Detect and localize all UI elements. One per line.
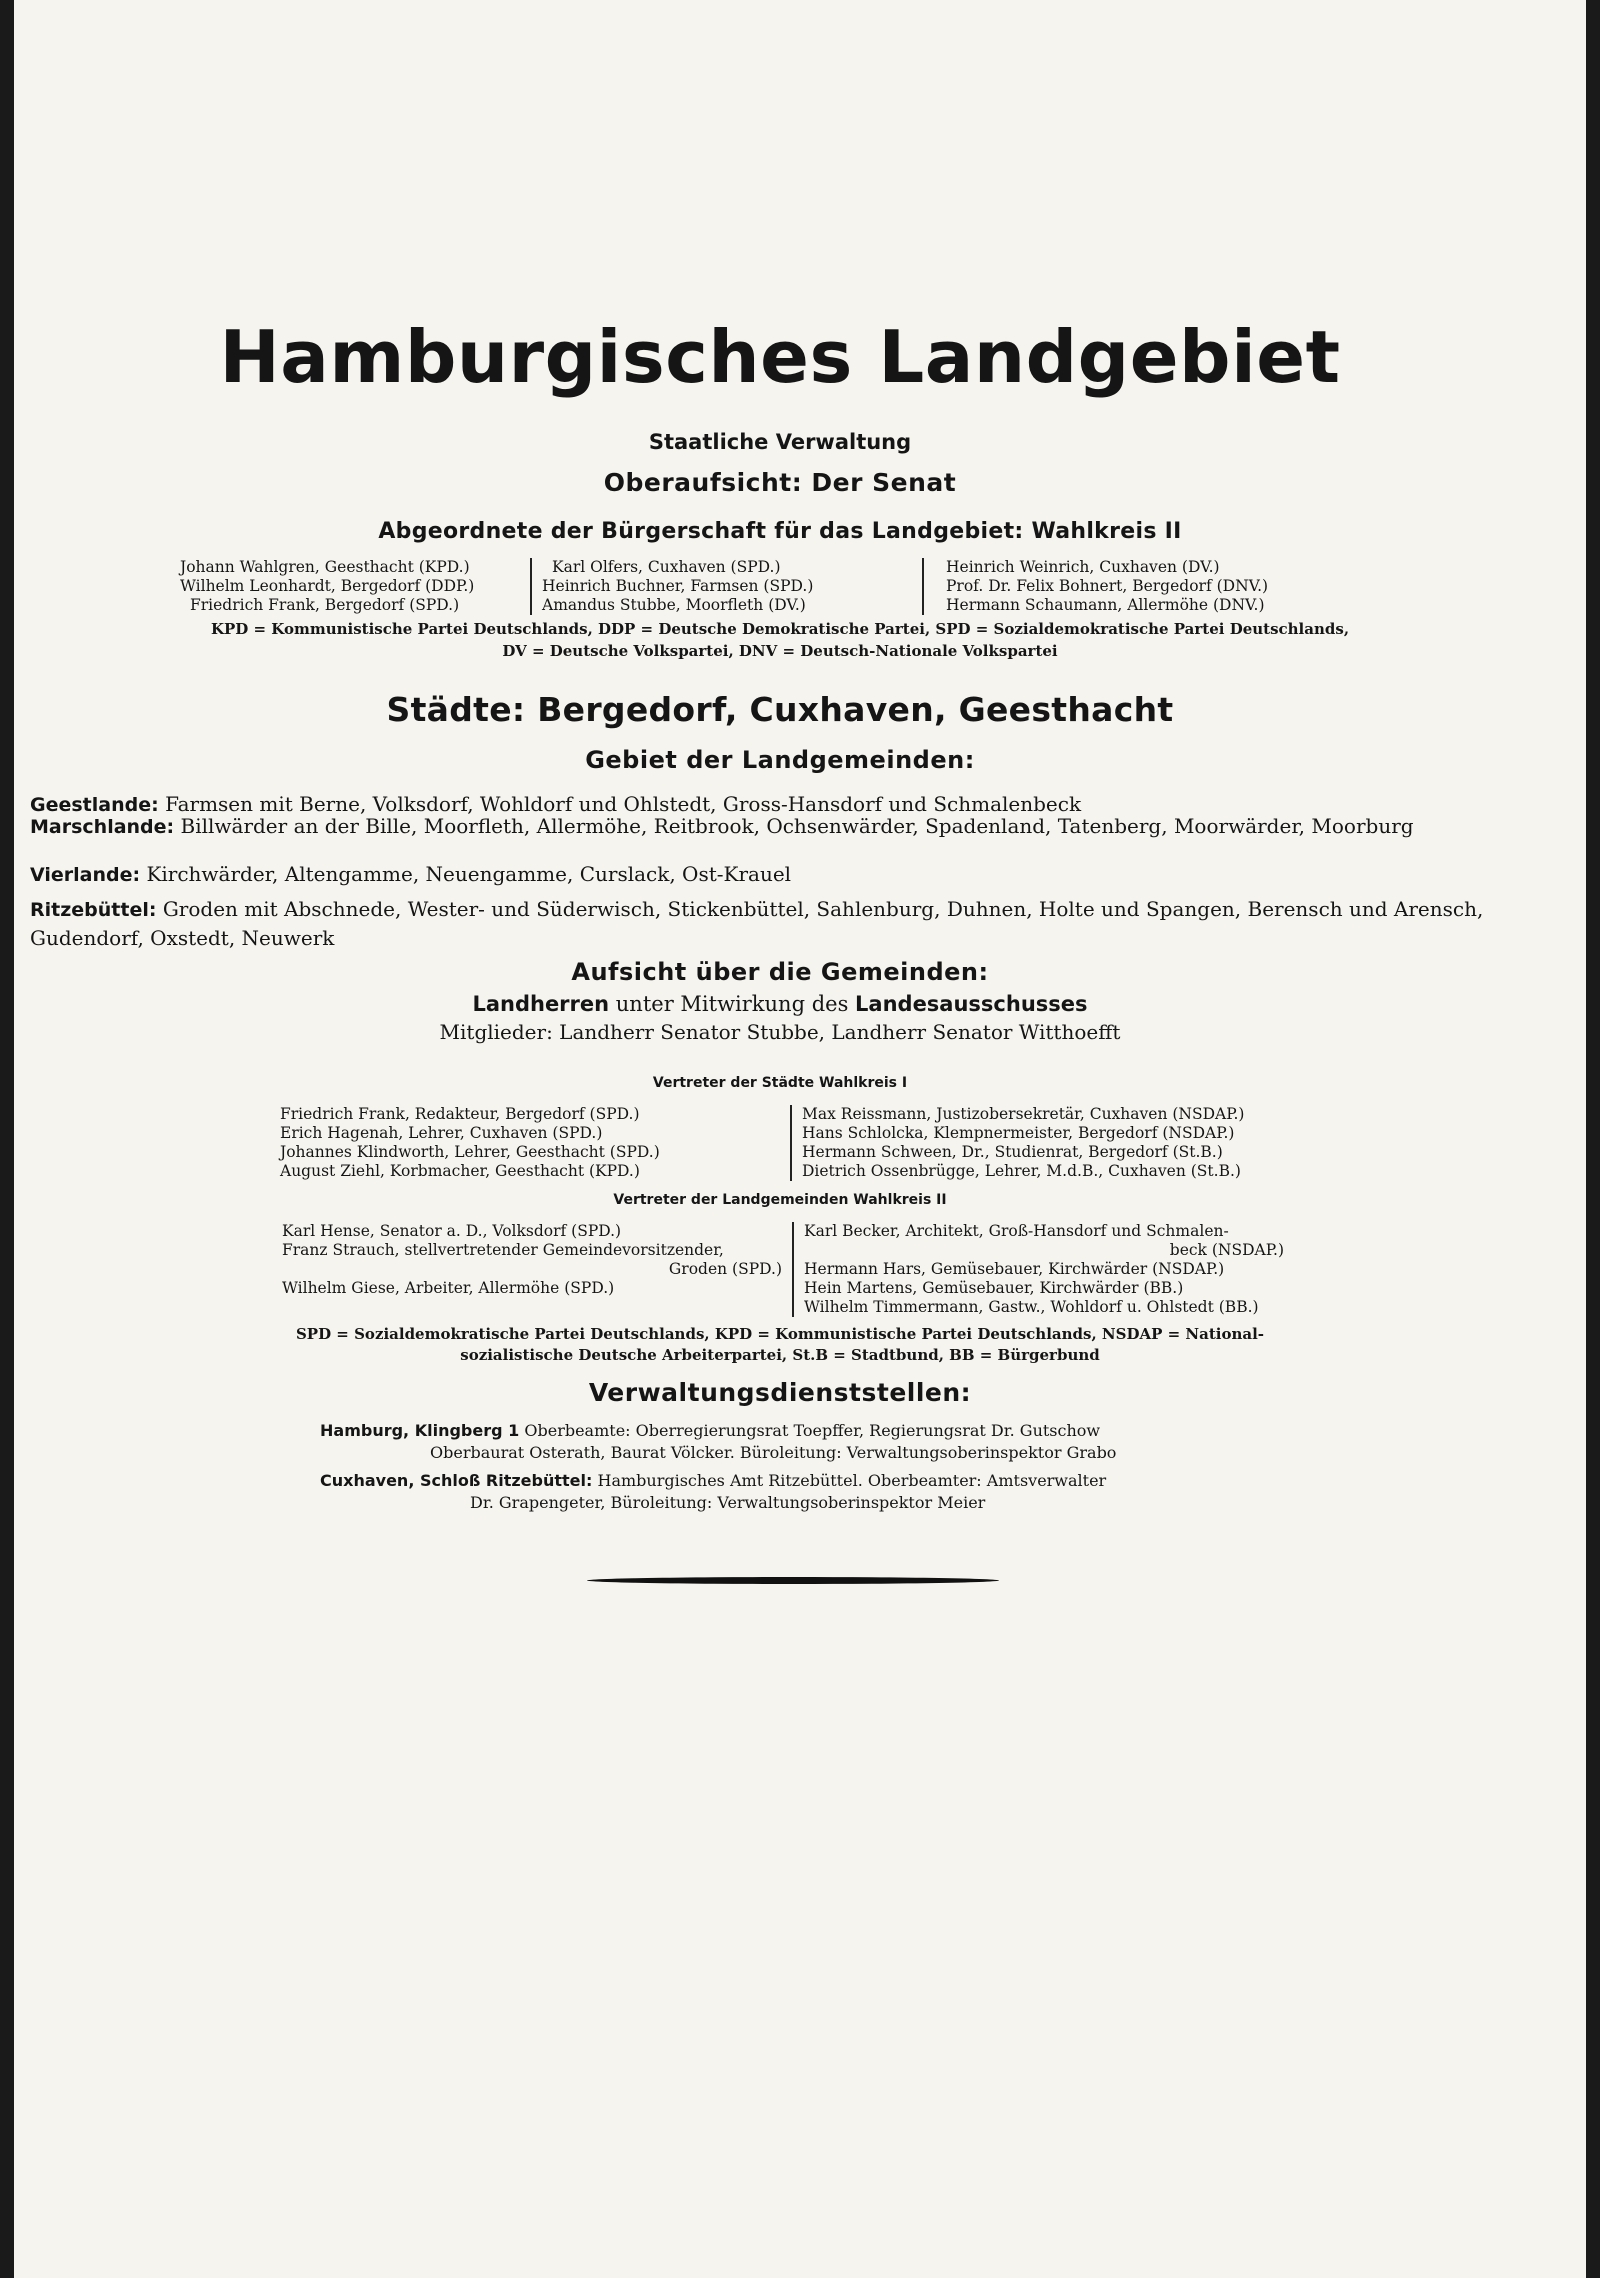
vertreter-column <box>272 1222 792 1317</box>
party-abbreviations: KPD = Kommunistische Partei Deutschlands, DDP = Deutsche Demokratische Partei, SPD = Sozialdemokratische Partei Deutschlands, <box>210 620 1350 638</box>
landherren-connector: unter Mitwirkung des <box>615 992 849 1016</box>
member-name: Karl Hense, Senator a. D., Volksdorf (SPD.) <box>282 1222 622 1240</box>
party-abbreviations: DV = Deutsche Volkspartei, DNV = Deutsch-Nationale Volkspartei <box>502 642 1058 660</box>
member-name: Franz Strauch, stellvertretender Gemeindevorsitzender, <box>282 1241 724 1259</box>
vertreter-column <box>792 1222 1334 1317</box>
region-label: Vierlande: <box>30 864 141 886</box>
vertreter-land-heading: Vertreter der Landgemeinden Wahlkreis II <box>613 1192 947 1208</box>
party-abbreviations: SPD = Sozialdemokratische Partei Deutschlands, KPD = Kommunistische Partei Deutschlands, NSDAP = National- <box>295 1325 1265 1343</box>
hamburg-label: Hamburg, Klingberg 1 <box>320 1421 520 1440</box>
vertreter-column <box>270 1105 790 1181</box>
region-vierlande <box>30 860 1520 889</box>
member-name: Wilhelm Leonhardt, Bergedorf (DDP.) <box>180 577 475 595</box>
region-text: Groden mit Abschnede, Wester- und Süderwisch, Stickenbüttel, Sahlenburg, Duhnen, Holte und Spangen, Berensch und Arensch, Gudendorf, Oxstedt, Neuwerk <box>30 897 1484 950</box>
region-label: Ritzebüttel: <box>30 899 157 921</box>
abgeordnete-heading: Abgeordnete der Bürgerschaft für das Landgebiet: Wahlkreis II <box>378 519 1182 544</box>
cities-heading: Städte: Bergedorf, Cuxhaven, Geesthacht <box>386 690 1174 729</box>
cuxhaven-label: Cuxhaven, Schloß Ritzebüttel: <box>320 1471 593 1490</box>
vertreter-staedte-heading: Vertreter der Städte Wahlkreis I <box>652 1075 908 1091</box>
region-label: Geestlande: <box>30 794 159 816</box>
member-name: Friedrich Frank, Redakteur, Bergedorf (SPD.) <box>280 1105 640 1123</box>
party-abbreviations: sozialistische Deutsche Arbeiterpartei, St.B = Stadtbund, BB = Bürgerbund <box>460 1346 1100 1364</box>
oberaufsicht-heading: Oberaufsicht: Der Senat <box>603 468 957 497</box>
abgeordnete-column <box>170 558 530 615</box>
verwaltung-heading: Verwaltungsdienststellen: <box>588 1378 972 1407</box>
region-text: Farmsen mit Berne, Volksdorf, Wohldorf und Ohlstedt, Gross-Hansdorf und Schmalenbeck <box>165 792 1082 816</box>
member-name: Prof. Dr. Felix Bohnert, Bergedorf (DNV.) <box>946 577 1269 595</box>
scan-edge-right <box>1586 0 1600 2278</box>
hamburg-office <box>320 1420 1100 1442</box>
member-name: Dietrich Ossenbrügge, Lehrer, M.d.B., Cuxhaven (St.B.) <box>802 1162 1241 1180</box>
closing-rule <box>587 1577 999 1584</box>
vertreter-column <box>790 1105 1332 1181</box>
member-name: August Ziehl, Korbmacher, Geesthacht (KPD.) <box>280 1162 640 1180</box>
member-name: Groden (SPD.) <box>668 1260 782 1278</box>
ausschuss-label: Landesausschusses <box>855 992 1088 1016</box>
member-name: Hermann Hars, Gemüsebauer, Kirchwärder (NSDAP.) <box>804 1260 1225 1278</box>
landherren-label: Landherren <box>472 992 610 1016</box>
member-name: Friedrich Frank, Bergedorf (SPD.) <box>190 596 460 614</box>
region-label: Marschlande: <box>30 816 175 838</box>
gebiet-heading: Gebiet der Landgemeinden: <box>585 746 975 774</box>
member-name: Max Reissmann, Justizobersekretär, Cuxhaven (NSDAP.) <box>802 1105 1245 1123</box>
member-name: Erich Hagenah, Lehrer, Cuxhaven (SPD.) <box>280 1124 603 1142</box>
landherren-line <box>0 992 1580 1016</box>
member-name: Johannes Klindworth, Lehrer, Geesthacht (SPD.) <box>280 1143 660 1161</box>
member-name: Heinrich Weinrich, Cuxhaven (DV.) <box>946 558 1220 576</box>
subtitle: Staatliche Verwaltung <box>648 430 912 454</box>
member-name: Karl Olfers, Cuxhaven (SPD.) <box>552 558 781 576</box>
abgeordnete-column <box>922 558 1364 615</box>
aufsicht-heading: Aufsicht über die Gemeinden: <box>571 958 989 986</box>
mitglieder-line: Mitglieder: Landherr Senator Stubbe, Landherr Senator Witthoefft <box>439 1020 1121 1044</box>
region-marschlande <box>30 812 1520 841</box>
abgeordnete-columns <box>170 558 1364 615</box>
member-name: Heinrich Buchner, Farmsen (SPD.) <box>542 577 814 595</box>
member-name: Hans Schlolcka, Klempnermeister, Bergedorf (NSDAP.) <box>802 1124 1235 1142</box>
member-name: Hermann Schaumann, Allermöhe (DNV.) <box>946 596 1265 614</box>
region-text: Kirchwärder, Altengamme, Neuengamme, Curslack, Ost-Krauel <box>146 862 792 886</box>
hamburg-line: Oberbeamte: Oberregierungsrat Toepffer, Regierungsrat Dr. Gutschow <box>524 1421 1101 1440</box>
cuxhaven-office <box>320 1470 1106 1492</box>
member-name: Wilhelm Timmermann, Gastw., Wohldorf u. Ohlstedt (BB.) <box>804 1298 1259 1316</box>
member-name: Hermann Schween, Dr., Studienrat, Bergedorf (St.B.) <box>802 1143 1223 1161</box>
member-name: Amandus Stubbe, Moorfleth (DV.) <box>542 596 806 614</box>
region-text: Billwärder an der Bille, Moorfleth, Allermöhe, Reitbrook, Ochsenwärder, Spadenland, Tatenberg, Moorwärder, Moorburg <box>180 814 1414 838</box>
member-name: Hein Martens, Gemüsebauer, Kirchwärder (BB.) <box>804 1279 1184 1297</box>
page-title: Hamburgisches Landgebiet <box>219 315 1341 399</box>
member-name: Karl Becker, Architekt, Groß-Hansdorf und Schmalen- <box>804 1222 1229 1240</box>
vertreter-staedte-columns <box>270 1105 1332 1181</box>
member-name: Johann Wahlgren, Geesthacht (KPD.) <box>180 558 470 576</box>
cuxhaven-line: Hamburgisches Amt Ritzebüttel. Oberbeamter: Amtsverwalter <box>597 1471 1107 1490</box>
cuxhaven-office-line2: Dr. Grapengeter, Büroleitung: Verwaltungsoberinspektor Meier <box>470 1493 986 1512</box>
hamburg-office-line2: Oberbaurat Osterath, Baurat Völcker. Büroleitung: Verwaltungsoberinspektor Grabo <box>430 1443 1117 1462</box>
region-ritzebuettel <box>30 895 1520 952</box>
abgeordnete-column <box>530 558 922 615</box>
member-name: Wilhelm Giese, Arbeiter, Allermöhe (SPD.) <box>282 1279 615 1297</box>
member-name: beck (NSDAP.) <box>1169 1241 1284 1259</box>
vertreter-land-columns <box>272 1222 1334 1317</box>
